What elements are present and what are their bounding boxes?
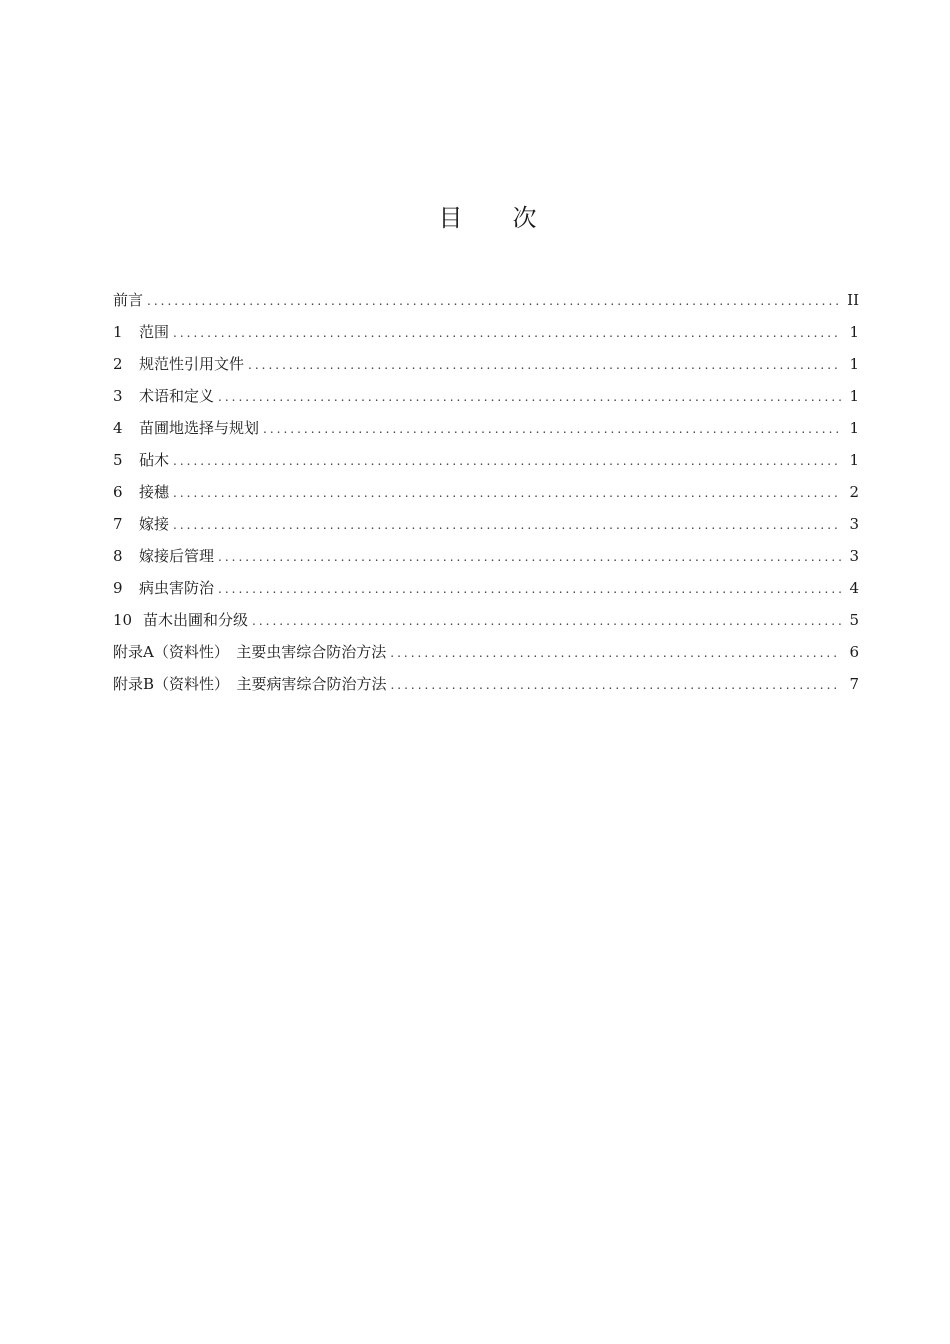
toc-page-number: 1 <box>849 355 859 373</box>
appendix-tag: 附录A（资料性） <box>113 643 229 661</box>
appendix-tag: 附录B（资料性） <box>113 675 230 693</box>
toc-page-number: 1 <box>849 387 859 405</box>
toc-page-number: 3 <box>849 515 859 533</box>
toc-entry-foreword[interactable] <box>113 284 859 316</box>
toc-leader <box>248 349 841 381</box>
toc-label: 苗圃地选择与规划 <box>139 419 260 437</box>
toc-section-number: 4 <box>113 419 123 437</box>
toc-page-number: 1 <box>849 451 859 469</box>
toc-leader <box>218 381 841 413</box>
toc-leader <box>390 637 841 669</box>
toc-leader <box>218 573 841 605</box>
toc-page-number: 5 <box>849 611 859 629</box>
toc-label: 砧木 <box>139 451 170 469</box>
toc-section-number: 9 <box>113 579 123 597</box>
toc-section-number: 7 <box>113 515 123 533</box>
toc-leader <box>173 445 841 477</box>
toc-section-number: 5 <box>113 451 123 469</box>
toc-entry-1[interactable] <box>113 316 859 348</box>
title-char-1: 目 <box>438 204 463 232</box>
toc-entry-appendix-b[interactable] <box>113 668 859 700</box>
toc-label: 主要病害综合防治方法 <box>236 675 387 693</box>
toc-leader <box>147 285 841 317</box>
toc-entry-10[interactable] <box>113 604 859 636</box>
toc-page-number: II <box>847 291 859 309</box>
toc-label: 范围 <box>139 323 170 341</box>
toc-section-number: 3 <box>113 387 123 405</box>
toc-label: 主要虫害综合防治方法 <box>236 643 387 661</box>
page-title <box>0 198 950 238</box>
toc-entry-2[interactable] <box>113 348 859 380</box>
toc-entry-5[interactable] <box>113 444 859 476</box>
toc-entry-7[interactable] <box>113 508 859 540</box>
toc-entry-4[interactable] <box>113 412 859 444</box>
table-of-contents <box>113 284 859 700</box>
toc-leader <box>173 509 841 541</box>
toc-label: 嫁接 <box>139 515 170 533</box>
toc-entry-8[interactable] <box>113 540 859 572</box>
toc-leader <box>390 669 841 701</box>
toc-label: 接穗 <box>139 483 170 501</box>
toc-page-number: 7 <box>849 675 859 693</box>
toc-label: 前言 <box>113 291 144 309</box>
toc-label: 苗木出圃和分级 <box>143 611 249 629</box>
toc-entry-9[interactable] <box>113 572 859 604</box>
toc-label: 嫁接后管理 <box>139 547 215 565</box>
toc-label: 术语和定义 <box>139 387 215 405</box>
toc-entry-3[interactable] <box>113 380 859 412</box>
toc-page-number: 1 <box>849 323 859 341</box>
toc-section-number: 2 <box>113 355 123 373</box>
toc-leader <box>173 317 841 349</box>
title-char-2: 次 <box>512 204 537 232</box>
toc-section-number: 10 <box>113 611 133 629</box>
toc-leader <box>252 605 841 637</box>
toc-section-number: 1 <box>113 323 123 341</box>
toc-leader <box>218 541 841 573</box>
toc-page-number: 6 <box>849 643 859 661</box>
toc-label: 规范性引用文件 <box>139 355 245 373</box>
toc-leader <box>263 413 841 445</box>
toc-page-number: 2 <box>849 483 859 501</box>
toc-section-number: 8 <box>113 547 123 565</box>
toc-leader <box>173 477 841 509</box>
toc-section-number: 6 <box>113 483 123 501</box>
toc-page-number: 3 <box>849 547 859 565</box>
toc-page-number: 1 <box>849 419 859 437</box>
toc-label: 病虫害防治 <box>139 579 215 597</box>
toc-entry-6[interactable] <box>113 476 859 508</box>
toc-entry-appendix-a[interactable] <box>113 636 859 668</box>
toc-page-number: 4 <box>849 579 859 597</box>
